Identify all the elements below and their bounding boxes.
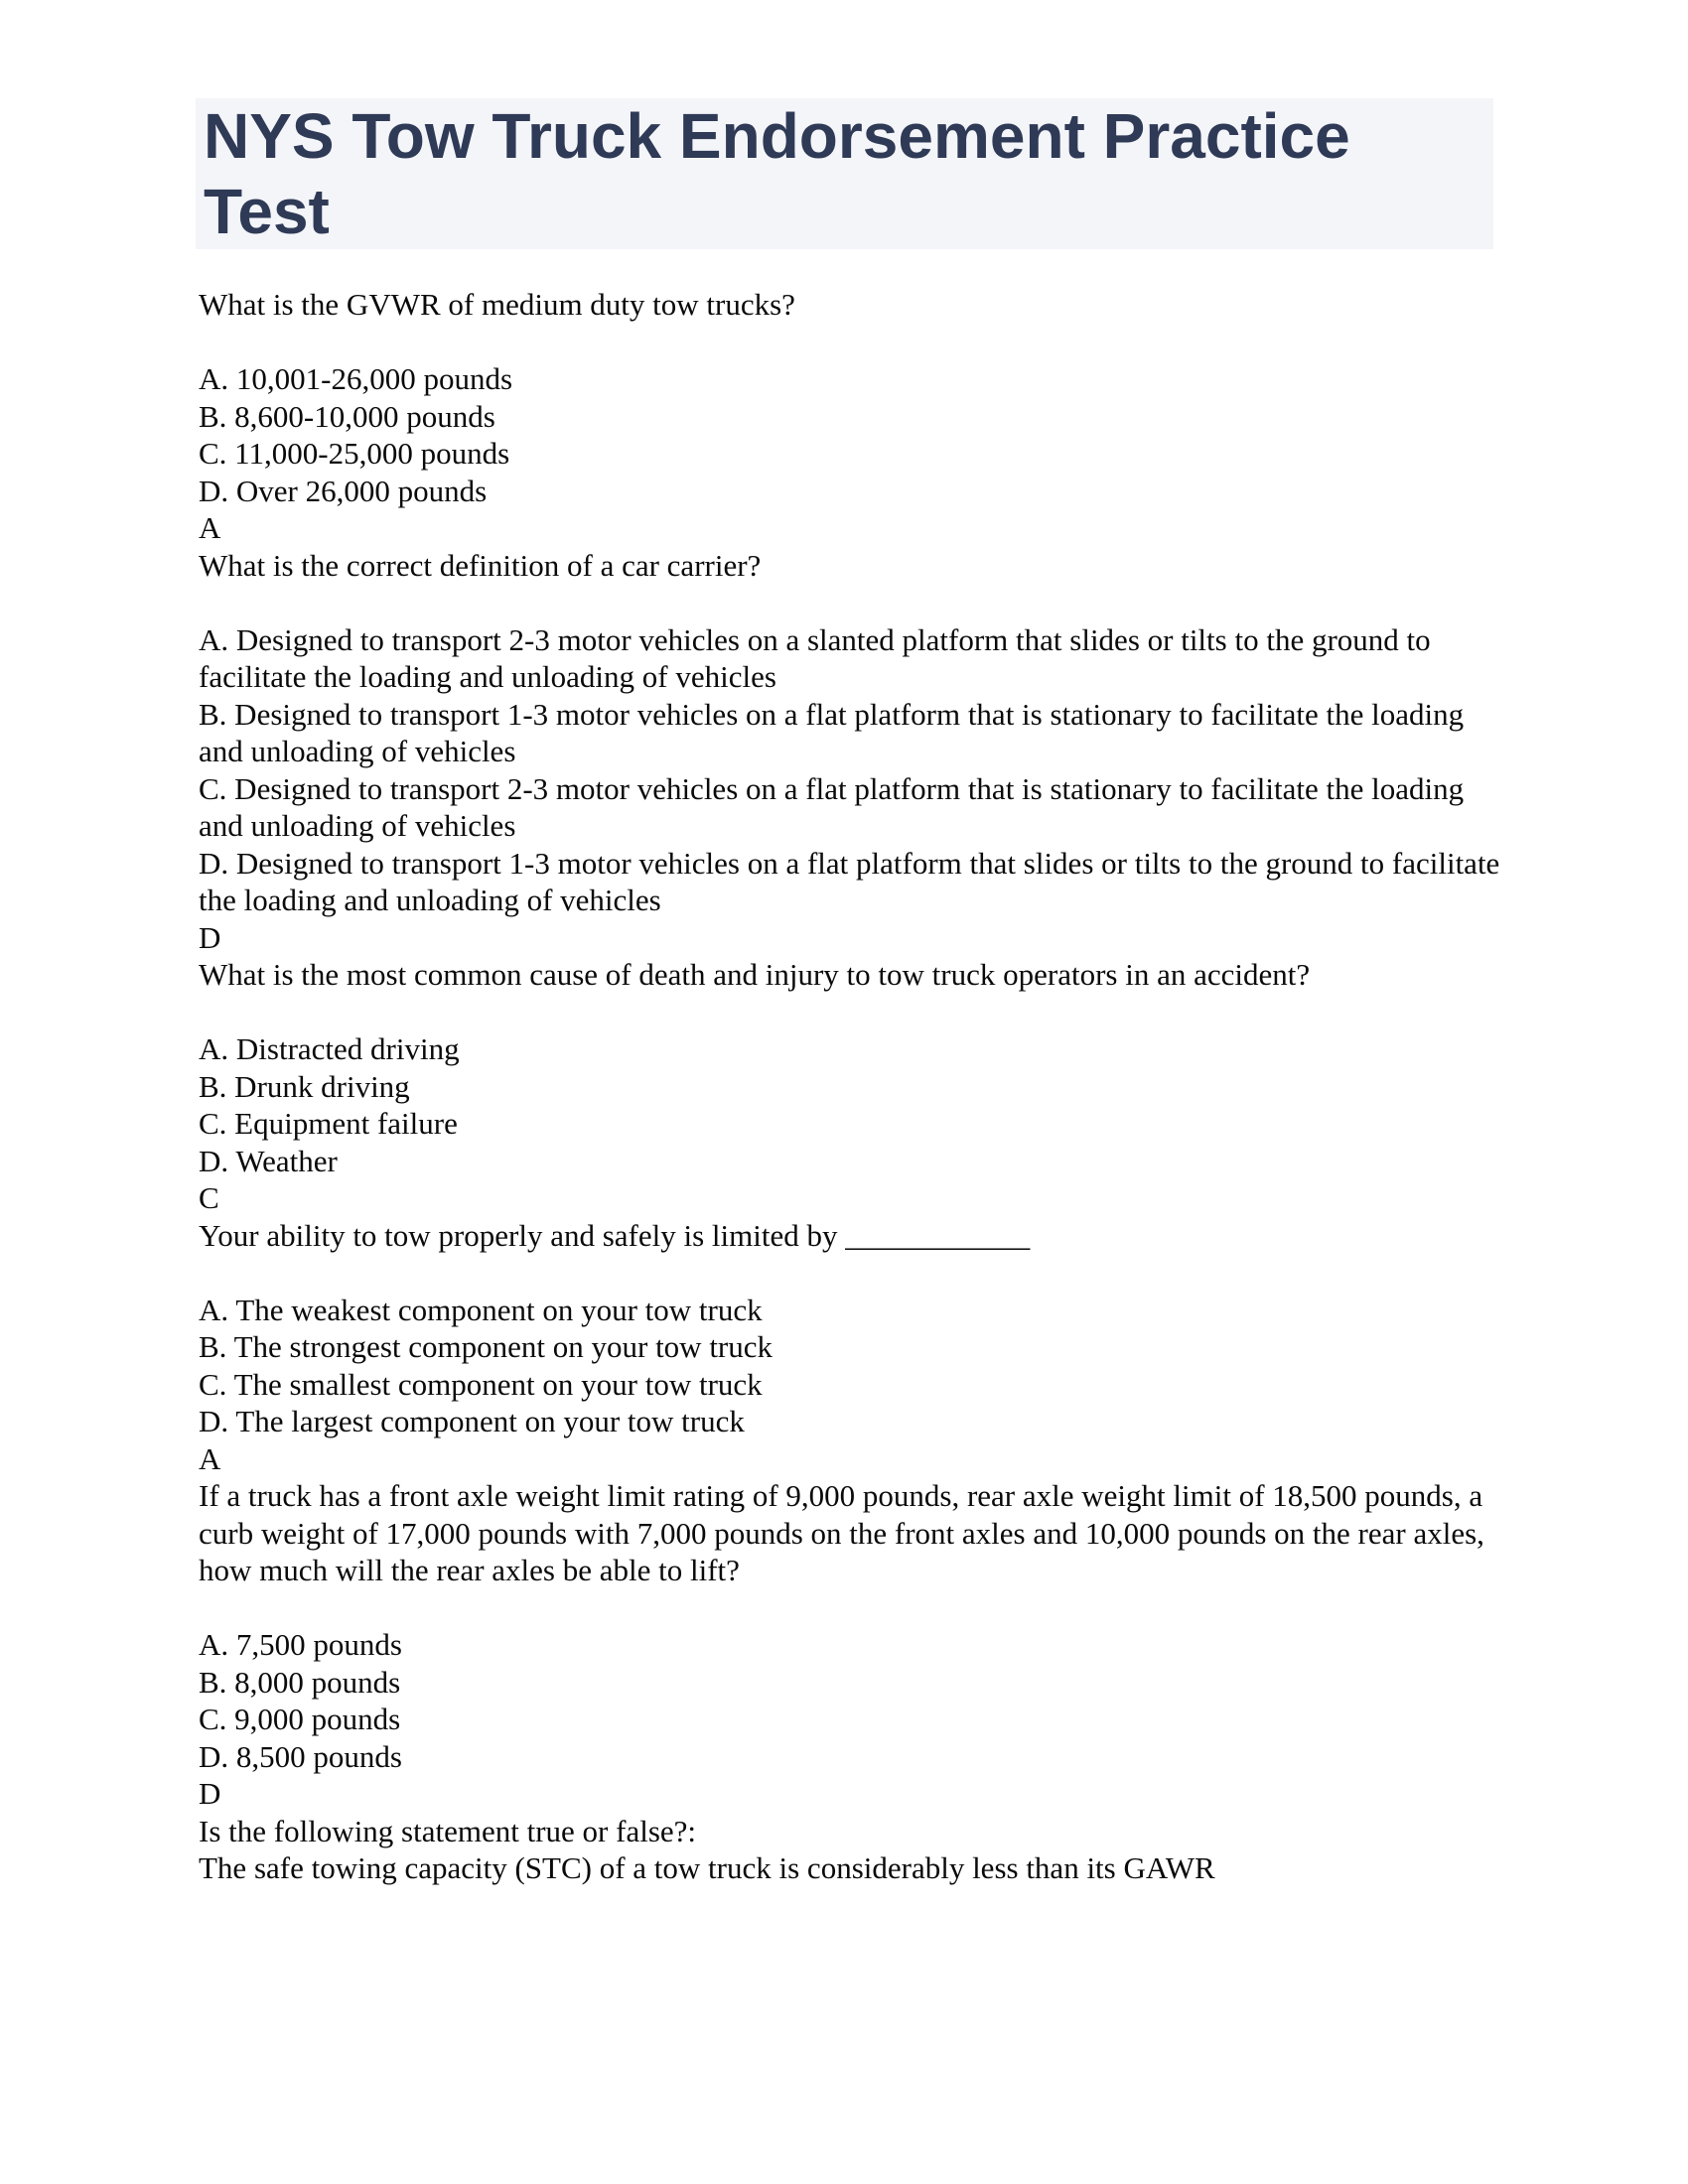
option-line: B. Drunk driving [199,1068,410,1104]
question-block-5 [199,1477,1507,1813]
page-title-line-1: NYS Tow Truck Endorsement Practice [204,100,1350,172]
option-line: C. Equipment failure [199,1106,458,1141]
option-line: C. Designed to transport 2-3 motor vehicles on a flat platform that is stationary to facilitate the loading and unloading of vehicles [199,770,1465,843]
option-line: A. Distracted driving [199,1031,460,1066]
questions-list [199,286,1507,1887]
option-line: B. Designed to transport 1-3 motor vehicles on a flat platform that is stationary to facilitate the loading and unloading of vehicles [199,696,1465,768]
option-line: D. Weather [199,1143,338,1178]
question-block-2 [199,547,1507,957]
option-line: A. 10,001-26,000 pounds [199,361,513,396]
option-line: D. Over 26,000 pounds [199,473,488,508]
option-line: D. The largest component on your tow truck [199,1404,745,1438]
option-line: C. 11,000-25,000 pounds [199,436,510,471]
answer-letter: C [199,1180,219,1215]
question-text: If a truck has a front axle weight limit rating of 9,000 pounds, rear axle weight limit of 18,500 pounds, a curb weight of 17,000 pounds with 7,000 pounds on the front axles and 10,000 pounds on the rear axles, how much will the rear axles be able to lift? [199,1478,1484,1587]
statement-line: The safe towing capacity (STC) of a tow truck is considerably less than its GAWR [199,1850,1215,1885]
question-block-3 [199,956,1507,1217]
option-line: D. 8,500 pounds [199,1738,402,1774]
question-text: What is the correct definition of a car carrier? [199,547,762,583]
option-line: B. The strongest component on your tow truck [199,1329,774,1364]
option-line: D. Designed to transport 1-3 motor vehicles on a flat platform that slides or tilts to the ground to facilitate the loading and unloading of vehicles [199,845,1500,917]
page-title [196,98,1493,249]
question-text: Your ability to tow properly and safely is limited by ____________ [199,1217,1031,1253]
answer-letter: D [199,1776,221,1811]
question-text: What is the GVWR of medium duty tow trucks? [199,287,795,322]
option-line: A. The weakest component on your tow truck [199,1292,763,1327]
question-text: Is the following statement true or false?: [199,1813,697,1848]
answer-letter: A [199,510,221,545]
question-block-4 [199,1217,1507,1478]
question-text: What is the most common cause of death and injury to tow truck operators in an accident? [199,957,1311,992]
question-block-1 [199,286,1507,547]
document-body [196,98,1506,1887]
page-title-line-2: Test [204,176,330,247]
answer-letter: A [199,1440,221,1476]
option-line: C. 9,000 pounds [199,1702,401,1736]
option-line: A. 7,500 pounds [199,1627,402,1662]
answer-letter: D [199,919,221,955]
option-line: C. The smallest component on your tow truck [199,1366,763,1402]
option-line: A. Designed to transport 2-3 motor vehicles on a slanted platform that slides or tilts to the ground to facilitate the loading and unloading of vehicles [199,621,1431,694]
question-block-6 [199,1813,1507,1887]
option-line: B. 8,600-10,000 pounds [199,398,495,434]
option-line: B. 8,000 pounds [199,1664,401,1700]
